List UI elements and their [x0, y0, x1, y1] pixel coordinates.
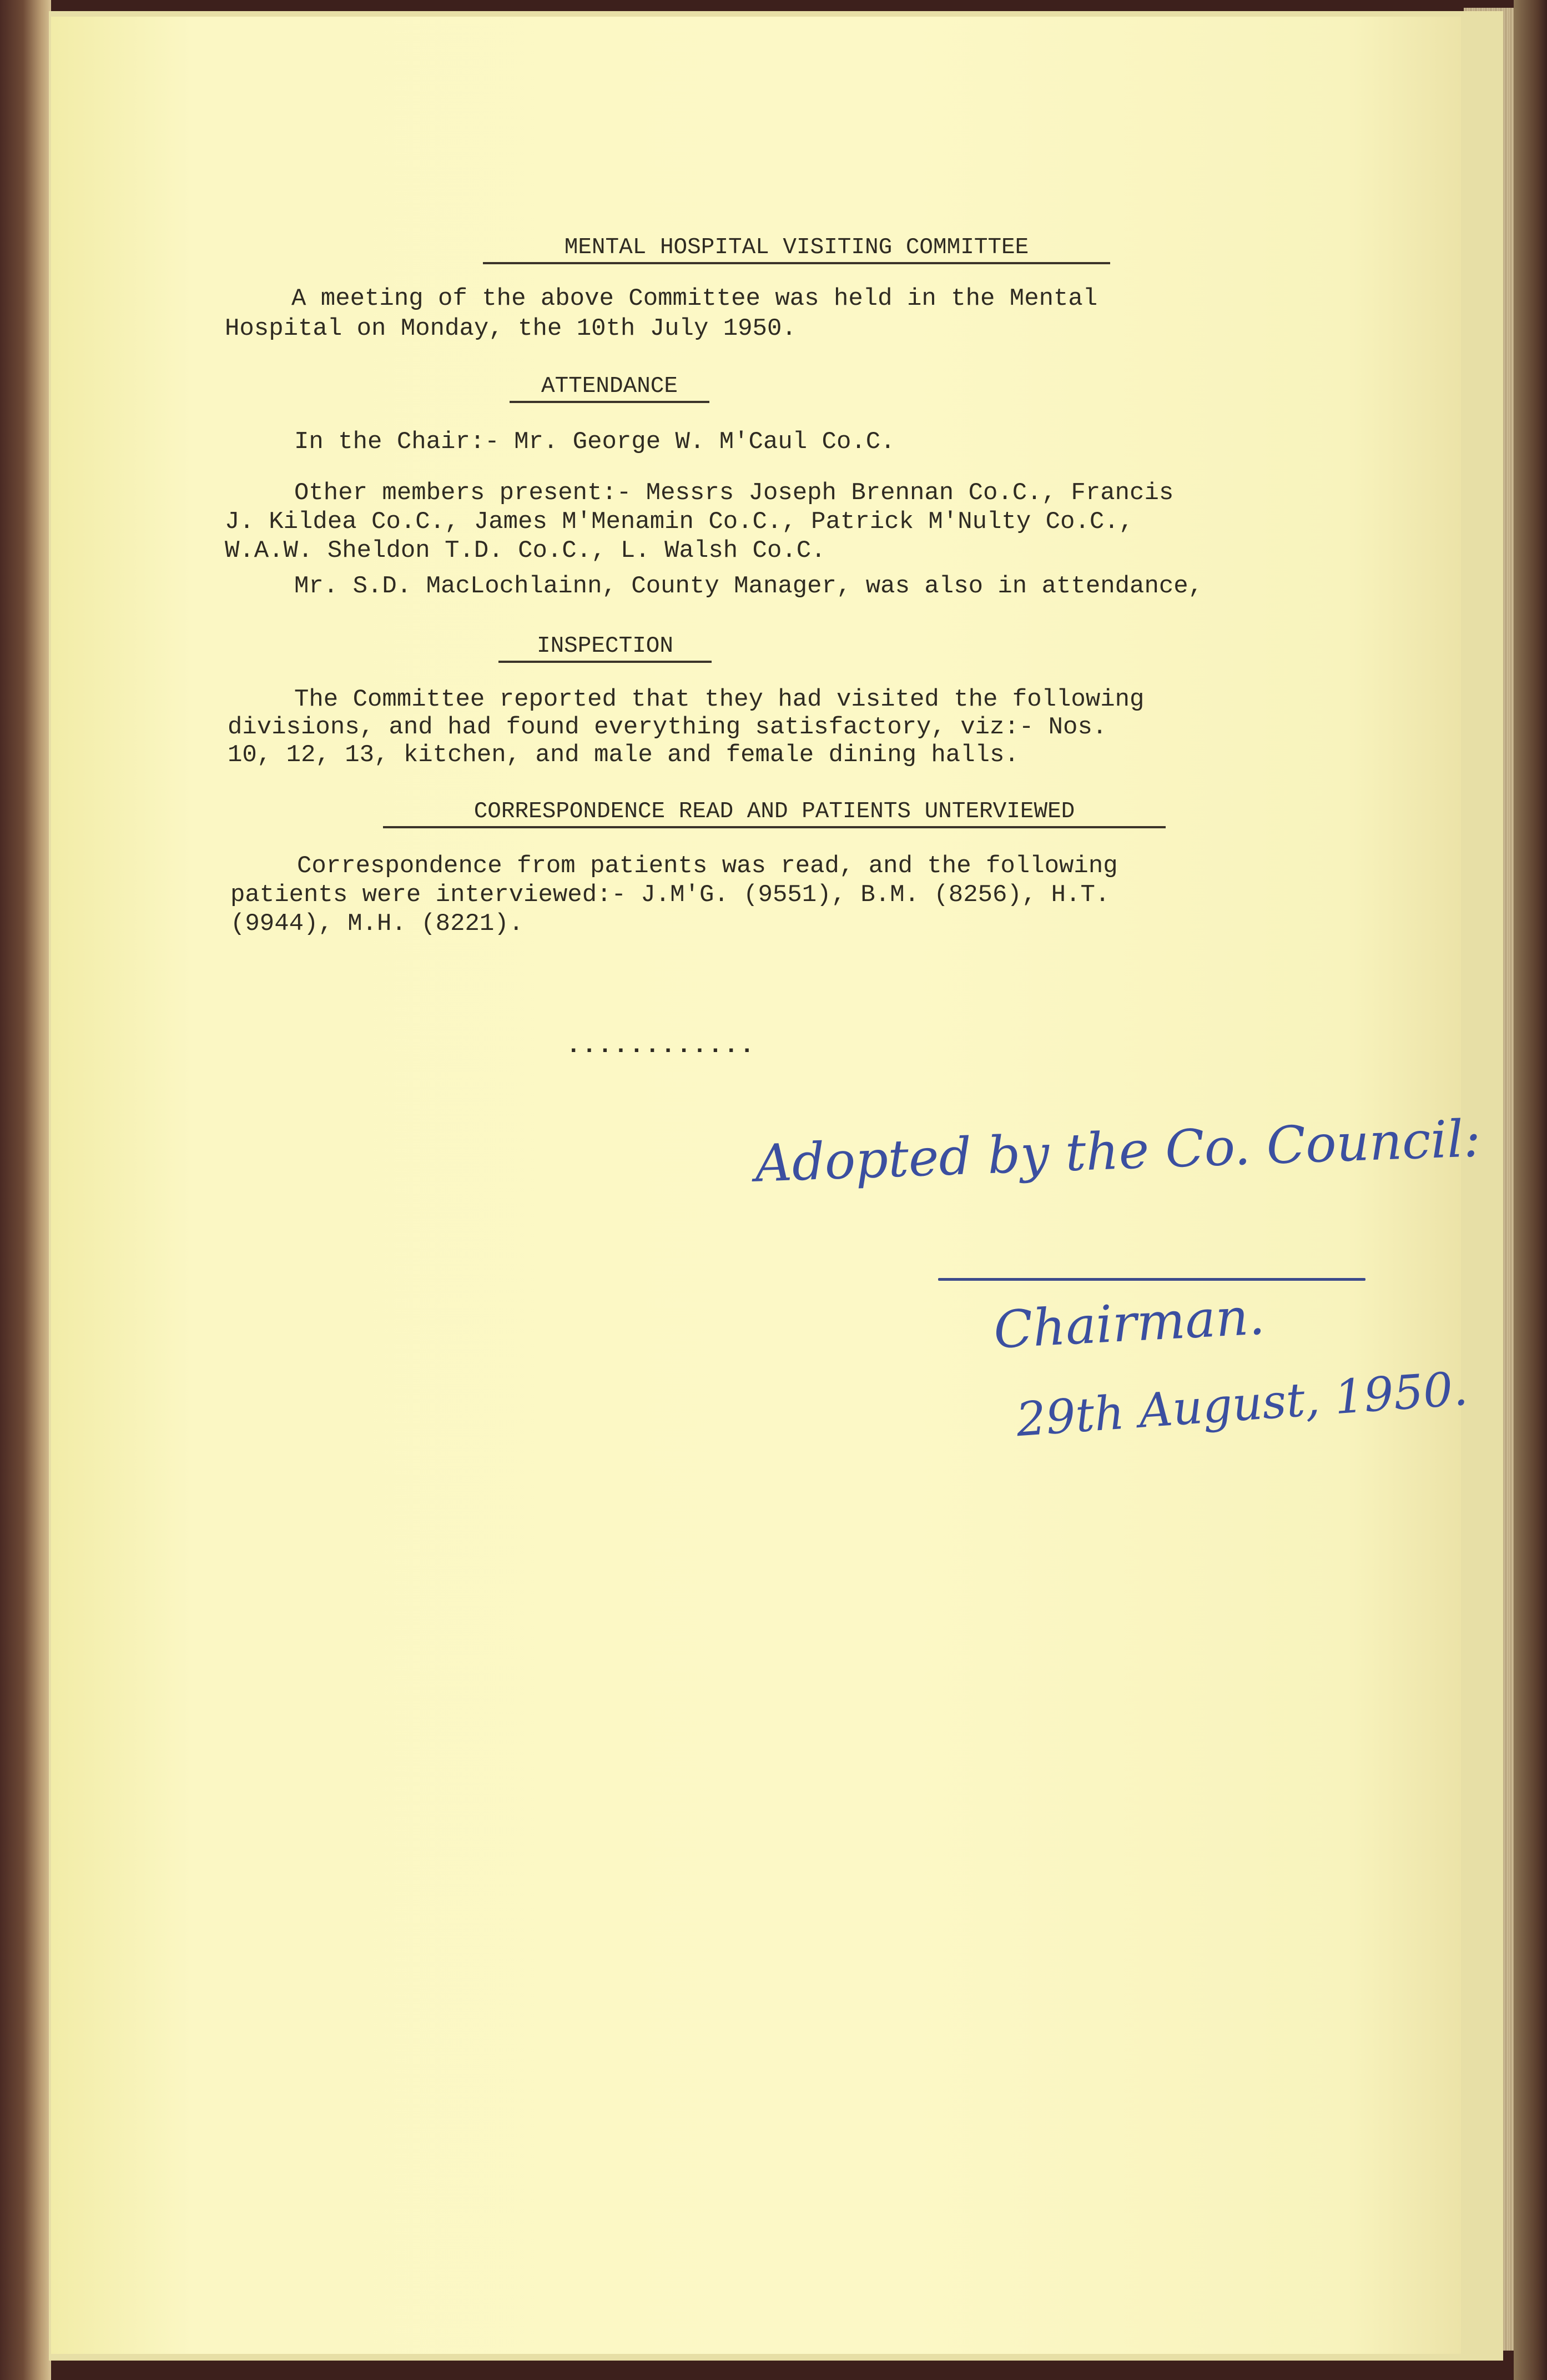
correspondence-line-2: patients were interviewed:- J.M'G. (9551), B.M. (8256), H.T.	[230, 881, 1110, 909]
manager-line: Mr. S.D. MacLochlainn, County Manager, was also in attendance,	[294, 572, 1203, 600]
correspondence-line-3: (9944), M.H. (8221).	[230, 910, 524, 938]
correspondence-heading: CORRESPONDENCE READ AND PATIENTS UNTERVIEWED	[383, 798, 1166, 828]
correspondence-line-1: Correspondence from patients was read, and the following	[297, 852, 1118, 880]
handwritten-adoption-note: Adopted by the Co. Council:	[754, 1109, 1482, 1194]
separator-dots: ............	[566, 1032, 755, 1060]
members-line-3: W.A.W. Sheldon T.D. Co.C., L. Walsh Co.C.	[225, 537, 826, 565]
chair-line: In the Chair:- Mr. George W. M'Caul Co.C.	[294, 428, 895, 456]
members-line-1: Other members present:- Messrs Joseph Brennan Co.C., Francis	[294, 479, 1174, 507]
inspection-line-3: 10, 12, 13, kitchen, and male and female dining halls.	[228, 741, 1019, 769]
handwritten-chairman: Chairman.	[992, 1286, 1266, 1360]
inspection-heading: INSPECTION	[498, 633, 712, 663]
handwritten-date: 29th August, 1950.	[1014, 1361, 1470, 1447]
document-title: MENTAL HOSPITAL VISITING COMMITTEE	[483, 234, 1110, 264]
inspection-line-2: divisions, and had found everything satisfactory, viz:- Nos.	[228, 713, 1107, 741]
intro-line-2: Hospital on Monday, the 10th July 1950.	[225, 315, 797, 343]
right-book-edge	[1514, 0, 1547, 2380]
intro-line-1: A meeting of the above Committee was held in the Mental	[291, 285, 1098, 313]
left-binding-board	[0, 0, 51, 2380]
attendance-heading: ATTENDANCE	[510, 373, 709, 403]
inspection-line-1: The Committee reported that they had visited the following	[294, 686, 1145, 713]
members-line-2: J. Kildea Co.C., James M'Menamin Co.C., Patrick M'Nulty Co.C.,	[225, 508, 1134, 536]
signature-line	[938, 1278, 1365, 1281]
